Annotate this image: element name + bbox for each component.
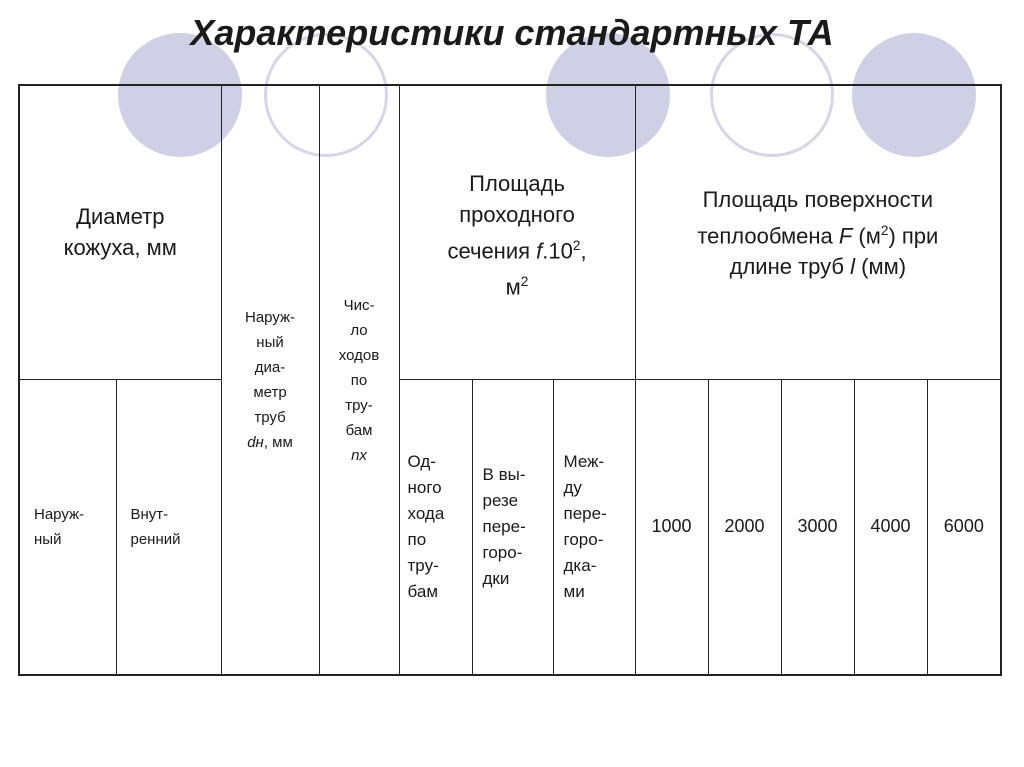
inner-diameter-label: Внут- ренний — [116, 379, 221, 675]
tube-length-1000: 1000 — [635, 379, 708, 675]
baffle-cut-area-header: В вы- резе пере- горо- дки — [472, 379, 553, 675]
tube-length-2000: 2000 — [708, 379, 781, 675]
tube-length-3000: 3000 — [781, 379, 854, 675]
between-baffles-area-header: Меж- ду пере- горо- дка- ми — [553, 379, 635, 675]
heat-surface-header: Площадь поверхности теплообмена F $(м^2)$ при длине труб l (мм) — [635, 85, 1001, 379]
outer-diameter-label: Наруж- ный — [19, 379, 116, 675]
slide-title: Характеристики стандартных ТА — [190, 12, 834, 53]
tube-length-4000: 4000 — [854, 379, 927, 675]
specs-table — [18, 84, 1002, 676]
one-pass-area-header: Од- ного хода по тру- бам — [399, 379, 472, 675]
tube-length-6000: 6000 — [927, 379, 1001, 675]
tube-passes-header: Чис- ло ходов по тру- бам nх — [319, 85, 399, 675]
flow-area-header: Площадь проходного сечения $f.10^2$, $м^2$ — [399, 85, 635, 379]
tube-outer-diameter-header: Наруж- ный диа- метр труб dн, мм — [221, 85, 319, 675]
shell-diameter-header: Диаметр кожуха, мм — [19, 85, 221, 379]
